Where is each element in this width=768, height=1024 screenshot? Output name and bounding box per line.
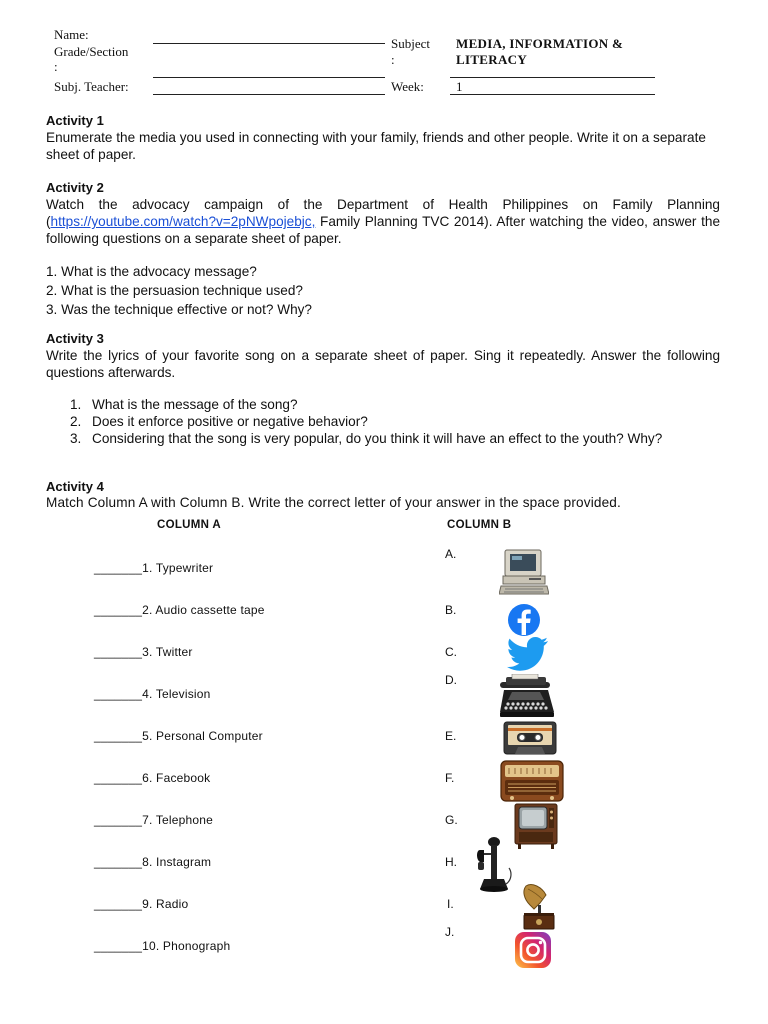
match-item-facebook[interactable]: _______6. Facebook xyxy=(94,771,211,785)
activity-2-instructions xyxy=(46,196,720,247)
phonograph-icon xyxy=(520,883,558,931)
name-label: Name: xyxy=(54,27,89,42)
radio-icon xyxy=(500,760,564,802)
twitter-icon xyxy=(507,636,549,672)
week-value: 1 xyxy=(456,79,463,94)
choice-letter-c: C. xyxy=(445,645,457,659)
activity-2-question: 2. What is the persuasion technique used? xyxy=(46,283,303,298)
telephone-icon xyxy=(476,836,512,894)
subject-title-line1: MEDIA, INFORMATION & xyxy=(456,36,624,51)
choice-letter-a: A. xyxy=(445,547,457,561)
question-text: Considering that the song is very popular, do you think it will have an effect to the youth? Why? xyxy=(92,431,663,446)
question-number: 3. xyxy=(70,431,82,446)
match-item-twitter[interactable]: _______3. Twitter xyxy=(94,645,193,659)
typewriter-icon xyxy=(498,674,556,720)
match-item-cassette[interactable]: _______2. Audio cassette tape xyxy=(94,603,265,617)
match-item-typewriter[interactable]: _______1. Typewriter xyxy=(94,561,214,575)
activity-3-title: Activity 3 xyxy=(46,331,104,346)
question-number: 1. xyxy=(70,397,82,412)
match-item-radio[interactable]: _______9. Radio xyxy=(94,897,189,911)
subject-teacher-label: Subj. Teacher: xyxy=(54,79,129,94)
question-text: What is the message of the song? xyxy=(92,397,298,412)
grade-section-colon: : xyxy=(54,59,58,74)
activity-2-question: 3. Was the technique effective or not? Why? xyxy=(46,302,312,317)
activity-4-title: Activity 4 xyxy=(46,479,104,494)
subject-teacher-field[interactable] xyxy=(153,94,385,95)
activity-2-title: Activity 2 xyxy=(46,180,104,195)
choice-letter-d: D. xyxy=(445,673,457,687)
choice-letter-g: G. xyxy=(445,813,458,827)
activity-3-question xyxy=(46,430,720,447)
choice-letter-h: H. xyxy=(445,855,457,869)
activity-2-text-after: Family Planning TVC 2014). After watching the video, answer the following questions on a separate sheet of paper. xyxy=(46,214,720,246)
subject-colon: : xyxy=(391,52,395,67)
activity-3-question xyxy=(46,413,720,430)
week-field[interactable] xyxy=(450,94,655,95)
activity-1-title: Activity 1 xyxy=(46,113,104,128)
week-label: Week: xyxy=(391,79,424,94)
activity-1-instructions: Enumerate the media you used in connecting with your family, friends and other people. Write it on a separate sheet of paper. xyxy=(46,130,706,162)
grade-section-label: Grade/Section xyxy=(54,44,129,59)
activity-3-question xyxy=(46,396,720,413)
name-field[interactable] xyxy=(153,43,385,44)
match-item-computer[interactable]: _______5. Personal Computer xyxy=(94,729,263,743)
subject-title-line2: LITERACY xyxy=(456,52,528,67)
activity-3-question-list xyxy=(46,396,720,447)
personal-computer-icon xyxy=(499,548,549,596)
match-item-telephone[interactable]: _______7. Telephone xyxy=(94,813,214,827)
cassette-tape-icon xyxy=(503,721,557,755)
choice-letter-j: J. xyxy=(445,925,455,939)
facebook-icon xyxy=(507,604,541,636)
match-item-television[interactable]: _______4. Television xyxy=(94,687,211,701)
television-icon xyxy=(514,803,558,849)
question-text: Does it enforce positive or negative behavior? xyxy=(92,414,368,429)
choice-letter-f: F. xyxy=(445,771,455,785)
choice-letter-b: B. xyxy=(445,603,457,617)
question-number: 2. xyxy=(70,414,82,429)
grade-section-field[interactable] xyxy=(153,77,385,78)
instagram-icon xyxy=(514,931,552,969)
activity-3-instructions: Write the lyrics of your favorite song on a separate sheet of paper. Sing it repeatedly. Answer the following questions afterwards. xyxy=(46,348,720,380)
subject-underline xyxy=(450,77,655,78)
choice-letter-i: I. xyxy=(447,897,454,911)
column-b-header: COLUMN B xyxy=(447,519,512,531)
youtube-link[interactable]: https://youtube.com/watch?v=2pNWpojebjc, xyxy=(50,214,316,229)
column-a-header: COLUMN A xyxy=(157,519,221,531)
activity-4-instructions: Match Column A with Column B. Write the correct letter of your answer in the space provided. xyxy=(46,495,621,510)
activity-2-text-before: Watch the advocacy campaign of the Department of Health Philippines on Family Planning ( xyxy=(46,197,720,229)
match-item-instagram[interactable]: _______8. Instagram xyxy=(94,855,212,869)
subject-label: Subject xyxy=(391,36,430,51)
choice-letter-e: E. xyxy=(445,729,457,743)
match-item-phonograph[interactable]: _______10. Phonograph xyxy=(94,939,231,953)
activity-2-question: 1. What is the advocacy message? xyxy=(46,264,257,279)
